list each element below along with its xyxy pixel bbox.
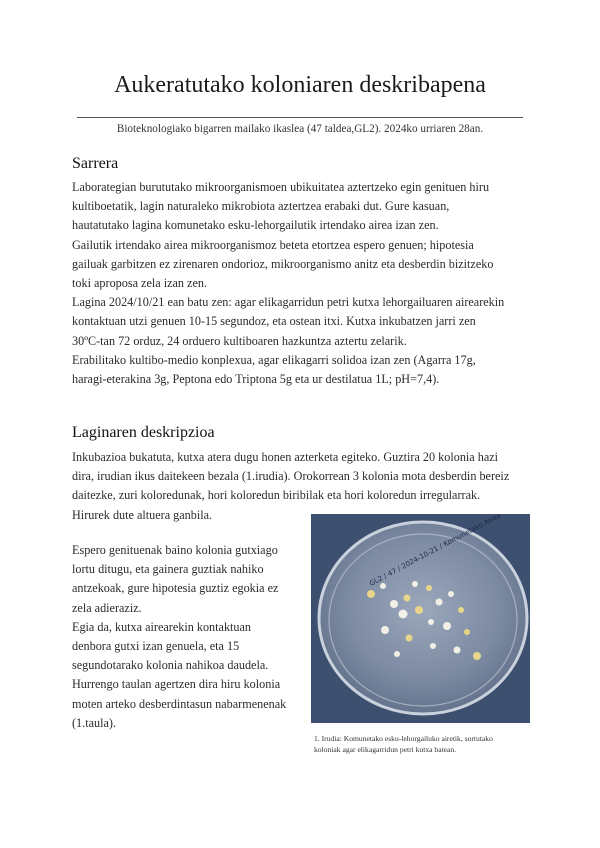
text-line: gailuak garbitzen ez zirenaren ondorioz, mikroorganismo anitz eta desberdin bizitzeko <box>72 256 494 271</box>
petri-dish-photo <box>311 514 530 723</box>
text-line: hautatutako lagina komunetako esku-lehorgailutik irtendako airea izan zen. <box>72 218 439 233</box>
section-body-sarrera <box>72 178 532 389</box>
text-line: kontaktuan utzi genuen 10-15 segundoz, eta ostean itxi. Kutxa inkubatzen jarri zen <box>72 314 476 329</box>
figure-caption <box>314 734 538 755</box>
text-line: Hurrengo taulan agertzen dira hiru kolonia <box>72 677 281 692</box>
text-line: Hirurek dute altuera ganbila. <box>72 507 213 522</box>
text-line: denbora gutxi izan genuela, eta 15 <box>72 639 240 654</box>
text-line: (1.taula). <box>72 715 116 730</box>
title-divider <box>77 117 523 118</box>
text-line: lortu ditugu, eta gainera guztiak nahiko <box>72 562 264 577</box>
text-line: Gailutik irtendako airea mikroorganismoz beteta etortzea espero genuen; hipotesia <box>72 237 474 252</box>
caption-line: 1. Irudia: Komunetako esku-lehorgailuko airetik, sortutako <box>314 734 493 743</box>
section-heading-sarrera: Sarrera <box>72 155 119 172</box>
text-line: Espero genituenak baino kolonia gutxiago <box>72 543 278 557</box>
text-line: Inkubazioa bukatuta, kutxa atera dugu honen azterketa egiteko. Guztira 20 kolonia hazi <box>72 450 499 464</box>
text-line: toki aproposa zela izan zen. <box>72 276 208 291</box>
caption-line: koloniak agar elikagarridun petri kutxa batean. <box>314 744 457 754</box>
petri-dish-illustration <box>311 514 530 723</box>
text-line: Lagina 2024/10/21 ean batu zen: agar elikagarridun petri kutxa lehorgailuaren airearekin <box>72 295 505 310</box>
text-line: haragi-eterakina 3g, Peptona edo Triptona 5g eta ur destilatua 1L; pH=7,4). <box>72 372 440 387</box>
page-title: Aukeratutako koloniaren deskribapena <box>114 72 486 98</box>
text-line: Laborategian burututako mikroorganismoen ubikuitatea aztertzeko egin genituen hiru <box>72 180 490 194</box>
text-line: 30ºC-tan 72 orduz, 24 orduero kultiboaren hazkuntza aztertu zelarik. <box>72 333 407 348</box>
text-line: Erabilitako kultibo-medio konplexua, agar elikagarri solidoa izan zen (Agarra 17g, <box>72 352 476 367</box>
text-line: dira, irudian ikus daitekeen bezala (1.irudia). Orokorrean 3 kolonia mota desberdin bereiz <box>72 469 510 484</box>
text-line: zela adieraziz. <box>72 600 142 615</box>
text-line: Egia da, kutxa airearekin kontaktuan <box>72 619 252 634</box>
text-line: kultiboetatik, lagin naturaleko mikrobiota aztertzea erabaki dut. Gure kasuan, <box>72 199 450 214</box>
section-body-left-column <box>72 541 302 733</box>
section-heading-deskripzioa: Laginaren deskripzioa <box>72 424 215 441</box>
text-line: antzekoak, gure hipotesia guztiz egokia ez <box>72 581 279 596</box>
author-line: Bioteknologiako bigarren mailako ikaslea (47 taldea,GL2). 2024ko urriaren 28an. <box>116 123 484 135</box>
text-line: segundotarako kolonia nahikoa daudela. <box>72 658 269 673</box>
text-line: daitezke, zuri koloredunak, hori koloredun biribilak eta hori koloredun irregularrak. <box>72 488 481 503</box>
text-line: moten arteko desberdintasun nabarmenenak <box>72 696 287 711</box>
